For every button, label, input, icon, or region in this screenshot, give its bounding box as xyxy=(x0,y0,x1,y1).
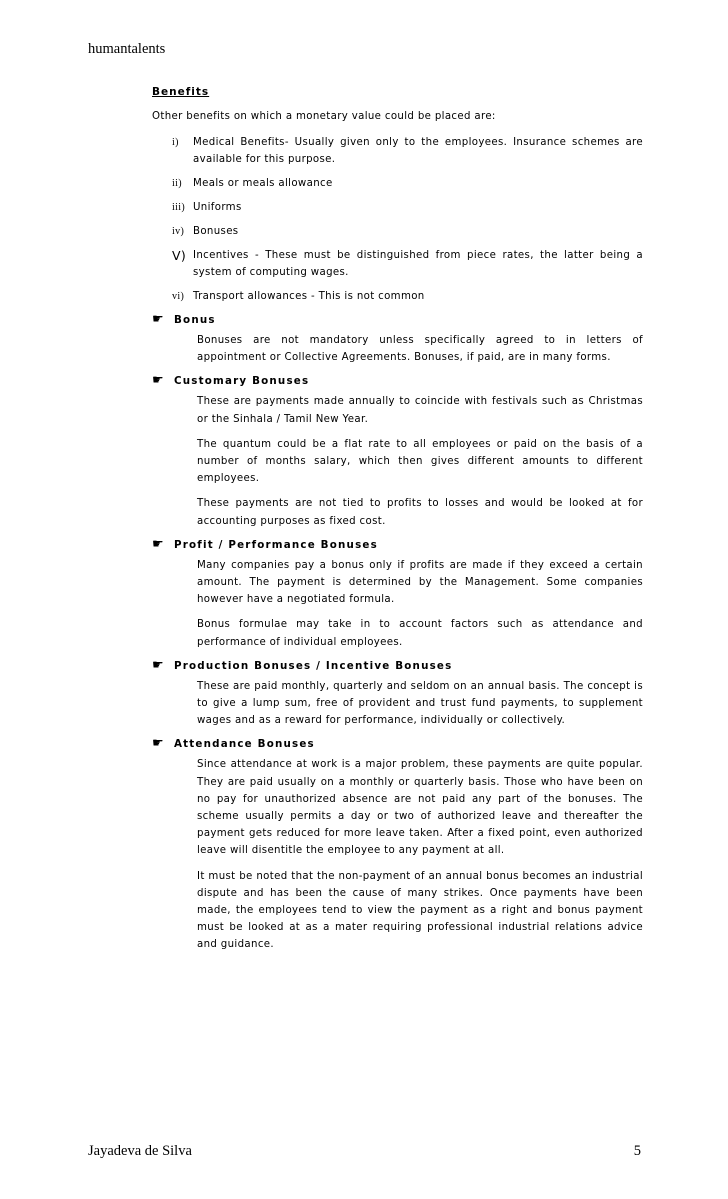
list-item xyxy=(152,134,643,168)
paragraph: Many companies pay a bonus only if profits are made if they exceed a certain amount. The payment is determined by the Management. Some companies however have a negotiated formula. xyxy=(197,559,643,606)
section-heading-bonus xyxy=(152,313,643,327)
document-body xyxy=(152,86,643,962)
paragraph: These payments are not tied to profits to losses and would be looked at for accounting purposes as fixed cost. xyxy=(197,498,643,527)
section-title: Bonus xyxy=(174,314,216,326)
list-item-number: i) xyxy=(172,137,179,148)
paragraph: Since attendance at work is a major problem, these payments are quite popular. They are paid usually on a monthly or quarterly basis. Those who have been on no pay for unauthorized absence are not paid any part of the bonuses. The scheme usually permits a day or two of authorized leave and thereafter the payment gets reduced for more leave taken. After a fixed point, even authorized leave will disentitle the employee to any payment at all. xyxy=(197,759,643,857)
list-item-number: iv) xyxy=(172,226,185,237)
list-item-text: Uniforms xyxy=(193,202,242,213)
list-item-number: vi) xyxy=(172,291,185,302)
section-title: Attendance Bonuses xyxy=(174,738,315,751)
pointing-hand-icon: ☛ xyxy=(152,736,165,752)
benefits-heading: Benefits xyxy=(152,86,210,98)
list-item xyxy=(152,223,643,240)
list-item-number: V) xyxy=(172,248,187,263)
page-number: 5 xyxy=(633,1143,641,1159)
list-item-text: Transport allowances - This is not common xyxy=(193,291,425,302)
list-item xyxy=(152,247,643,281)
section-title: Production Bonuses / Incentive Bonuses xyxy=(174,659,453,672)
section-title: Customary Bonuses xyxy=(174,375,310,388)
section-heading-attendance-bonuses xyxy=(152,737,643,751)
list-item-text: Incentives - These must be distinguished from piece rates, the latter being a system of computing wages. xyxy=(193,250,643,278)
paragraph: The quantum could be a flat rate to all employees or paid on the basis of a number of months salary, which then gives different amounts to different employees. xyxy=(197,438,643,485)
pointing-hand-icon: ☛ xyxy=(152,657,165,673)
list-item-text: Meals or meals allowance xyxy=(193,178,333,189)
list-item xyxy=(152,288,643,305)
section-heading-production-bonuses xyxy=(152,659,643,673)
benefits-list xyxy=(152,134,643,305)
benefits-intro: Other benefits on which a monetary value could be placed are: xyxy=(152,111,496,122)
paragraph: Bonuses are not mandatory unless specifically agreed to in letters of appointment or Collective Agreements. Bonuses, if paid, are in many forms. xyxy=(197,335,643,364)
paragraph: These are paid monthly, quarterly and seldom on an annual basis. The concept is to give a lump sum, free of provident and trust fund payments, to supplement wages and as a reward for performance, individually or collectively. xyxy=(197,680,643,727)
list-item-number: iii) xyxy=(172,202,186,213)
list-item xyxy=(152,175,643,192)
paragraph: These are payments made annually to coincide with festivals such as Christmas or the Sinhala / Tamil New Year. xyxy=(197,396,643,425)
pointing-hand-icon: ☛ xyxy=(152,536,165,552)
list-item-text: Medical Benefits- Usually given only to the employees. Insurance schemes are available for this purpose. xyxy=(193,137,643,165)
section-heading-profit-bonuses xyxy=(152,538,643,552)
list-item-text: Bonuses xyxy=(193,226,239,237)
section-heading-customary-bonuses xyxy=(152,374,643,388)
section-title: Profit / Performance Bonuses xyxy=(174,538,378,551)
page-header: humantalents xyxy=(88,41,166,57)
paragraph: Bonus formulae may take in to account factors such as attendance and performance of individual employees. xyxy=(197,619,643,648)
list-item-number: ii) xyxy=(172,178,182,189)
list-item xyxy=(152,199,643,216)
pointing-hand-icon: ☛ xyxy=(152,312,165,327)
paragraph: It must be noted that the non-payment of an annual bonus becomes an industrial dispute and has been the cause of many strikes. Once payments have been made, the employees tend to view the payment as a right and bonus payment must be looked at as a mater requiring professional industrial relations advice and guidance. xyxy=(197,870,643,951)
pointing-hand-icon: ☛ xyxy=(152,373,165,389)
footer-author: Jayadeva de Silva xyxy=(88,1143,192,1159)
